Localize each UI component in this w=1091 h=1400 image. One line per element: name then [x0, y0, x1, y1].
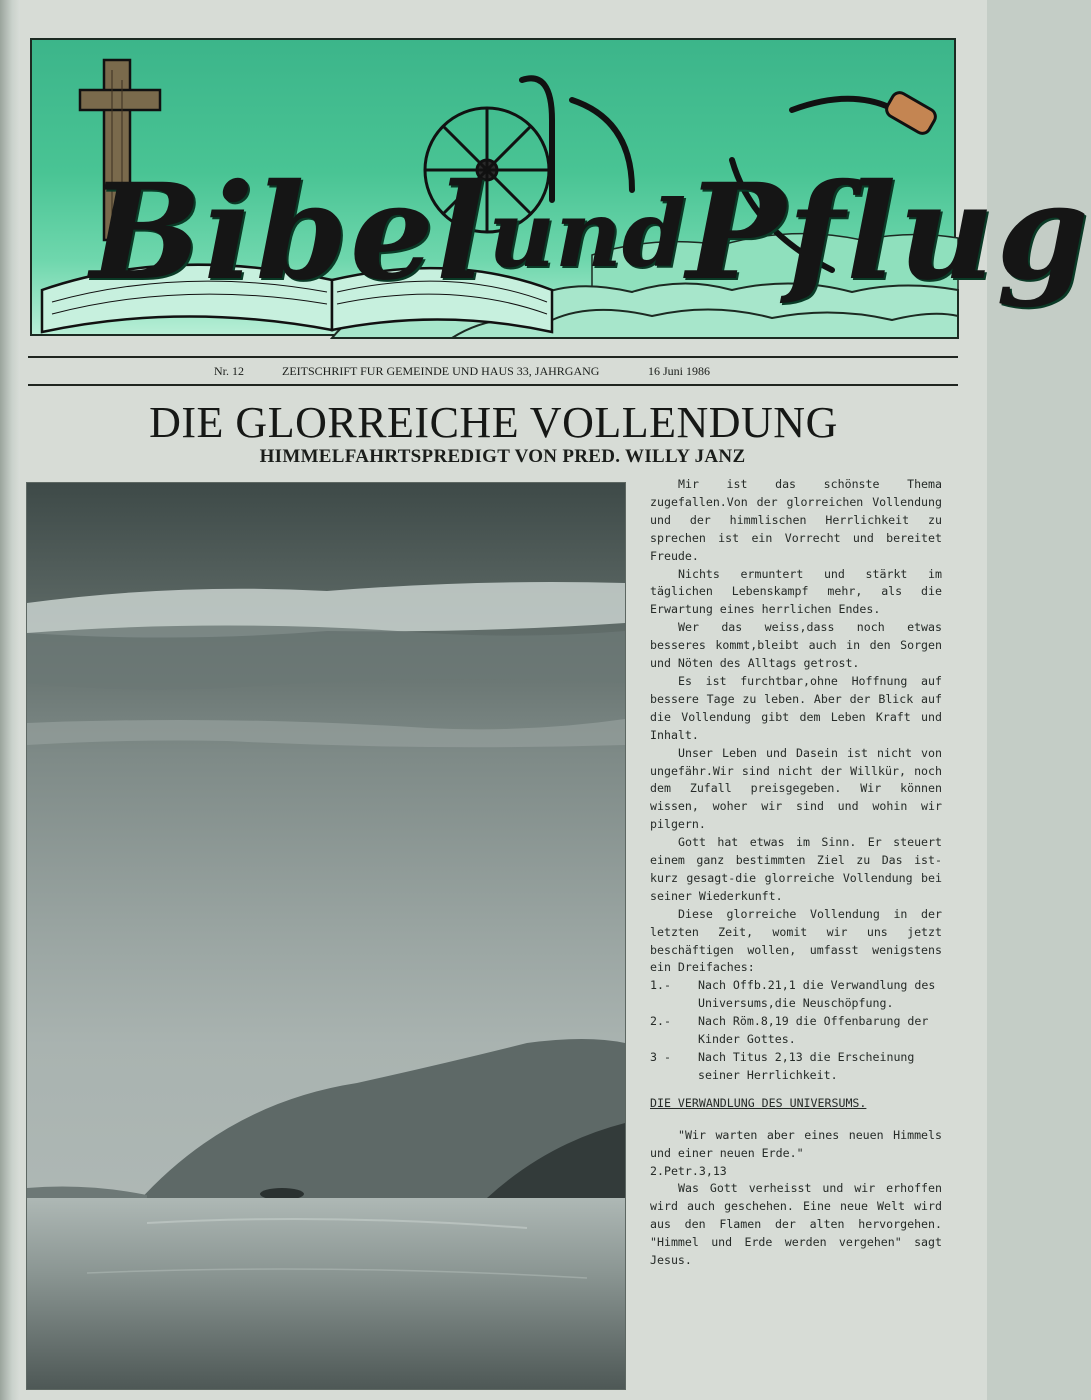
article-paragraph: Es ist furchtbar,ohne Hoffnung auf bessere Tage zu leben. Aber der Blick auf die Vollendung gibt dem Leben Kraft und Inhalt.: [650, 673, 942, 742]
top-rule: [28, 356, 958, 358]
bible-quote: "Wir warten aber eines neuen Himmels und einer neuen Erde.": [650, 1127, 942, 1160]
article-paragraph: Was Gott verheisst und wir erhoffen wird auch geschehen. Eine neue Welt wird aus den Flamen der alten hervorgehen. "Himmel und Erde werden vergehen" sagt Jesus.: [650, 1181, 942, 1268]
article-paragraph: Unser Leben und Dasein ist nicht von ungefähr.Wir sind nicht der Willkür, noch dem Zufall preisgegeben. Wir können wissen, woher wir sind und wohin wir pilgern.: [650, 745, 942, 832]
issue-info-bar: [28, 360, 958, 382]
issue-date: 16 Juni 1986: [648, 364, 711, 378]
list-item-number: 3 -: [650, 1050, 671, 1064]
page-binding-edge: [0, 0, 21, 1400]
article-headline: DIE GLORREICHE VOLLENDUNG: [149, 398, 838, 447]
masthead: [30, 38, 1091, 336]
article-subheadline: HIMMELFAHRTSPREDIGT VON PRED. WILLY JANZ: [259, 446, 746, 467]
list-item: [650, 1013, 942, 1049]
list-item-number: 1.-: [650, 978, 671, 993]
list-item: [650, 977, 942, 1013]
landscape-photo-icon: [27, 483, 625, 1389]
landscape-photo: [26, 482, 626, 1390]
masthead-title-part1: Bibel: [90, 155, 489, 310]
list-item-text: Nach Offb.21,1 die Verwandlung des Universums,die Neuschöpfung.: [698, 978, 936, 1011]
masthead-title-und: und: [488, 180, 687, 288]
publication-subtitle: ZEITSCHRIFT FUR GEMEINDE UND HAUS 33, JAHRGANG: [282, 364, 600, 378]
bible-quote-reference: 2.Petr.3,13: [650, 1163, 727, 1178]
numbered-list: [650, 977, 942, 1084]
bottom-rule: [28, 384, 958, 386]
article-paragraph: Nichts ermuntert und stärkt im täglichen Lebenskampf mehr, als die Erwartung eines herrlichen Endes.: [650, 566, 942, 617]
article-paragraph: Wer das weiss,dass noch etwas besseres kommt,bleibt auch in den Sorgen und Nöten des Alltags getrost.: [650, 620, 942, 671]
list-item: [650, 1049, 942, 1085]
article-paragraph: Mir ist das schönste Thema zugefallen.Von der glorreichen Vollendung und der himmlischen Herrlichkeit zu sprechen ist ein Vorrecht und bereitet Freude.: [650, 477, 942, 563]
list-item-number: 2.-: [650, 1014, 671, 1029]
newspaper-page: [20, 0, 1091, 1400]
list-item-text: Nach Titus 2,13 die Erscheinung seiner Herrlichkeit.: [698, 1050, 915, 1082]
issue-number: Nr. 12: [214, 364, 244, 378]
list-item-text: Nach Röm.8,19 die Offenbarung der Kinder Gottes.: [698, 1014, 929, 1047]
masthead-title-part2: Pflug: [686, 155, 1091, 310]
article-body: [650, 476, 942, 1270]
section-heading: DIE VERWANDLUNG DES UNIVERSUMS.: [650, 1095, 867, 1110]
article-paragraph: Diese glorreiche Vollendung in der letzten Zeit, womit wir uns jetzt beschäftigen wollen, umfasst wenigstens ein Dreifaches:: [650, 906, 942, 975]
article-paragraph: Gott hat etwas im Sinn. Er steuert einem ganz bestimmten Ziel zu Das ist-kurz gesagt-die glorreiche Vollendung bei seiner Wiederkunft.: [650, 835, 942, 903]
masthead-title: [90, 155, 1091, 310]
